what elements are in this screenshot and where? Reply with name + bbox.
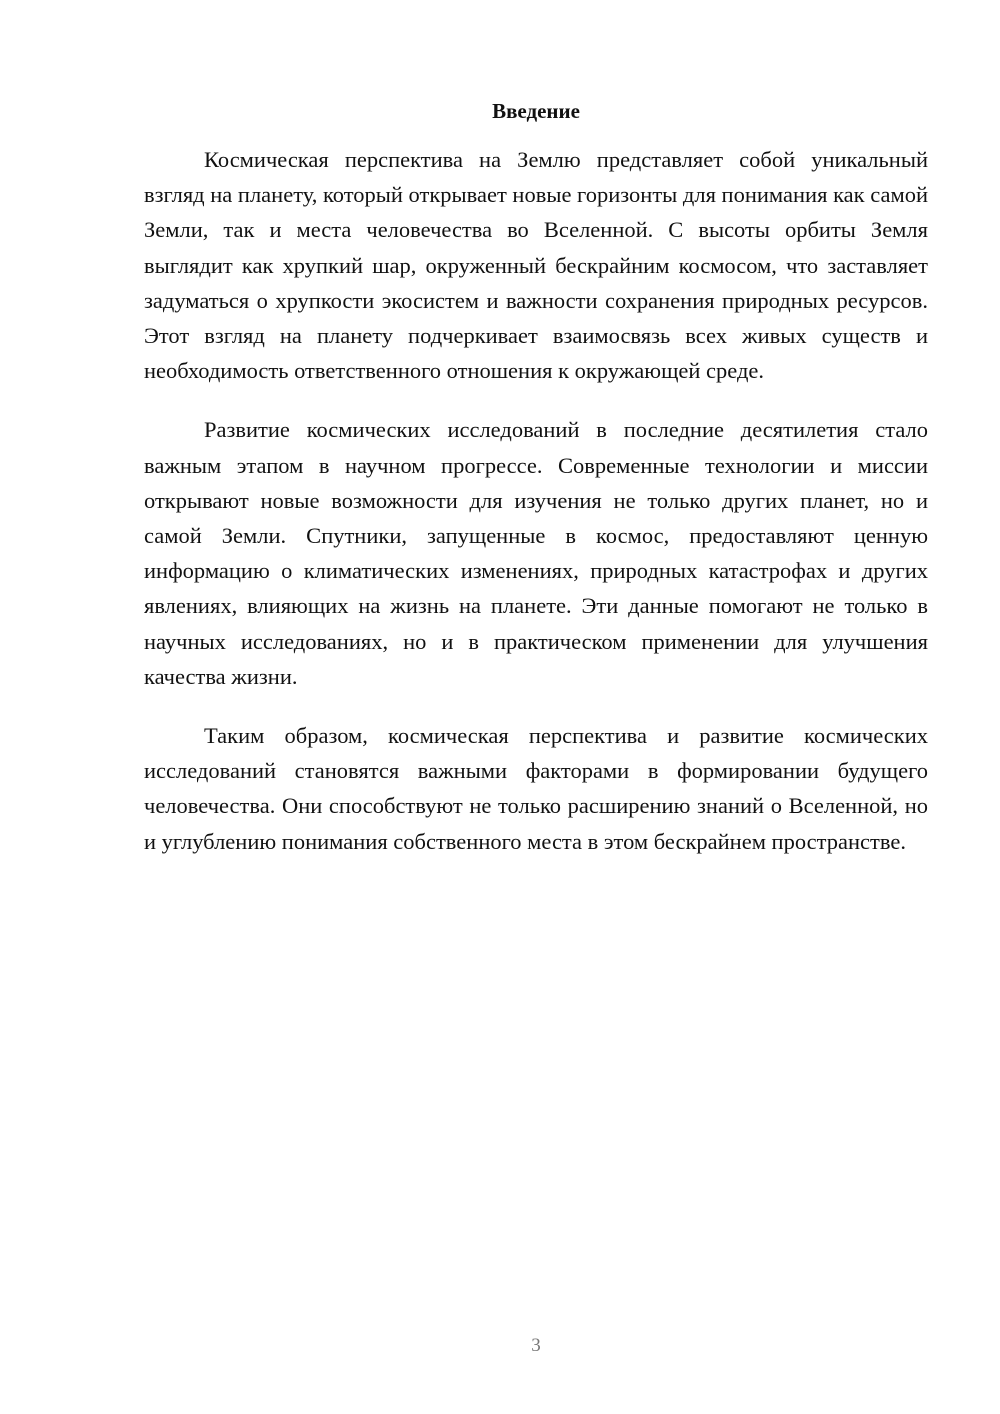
paragraph-space-research: Развитие космических исследований в последние десятилетия стало важным этапом в научном прогрессе. Современные технологии и миссии открывают новые возможности для изучения не только других планет, но и самой Земли. Спутники, запущенные в космос, предоставляют ценную информацию о климатических изменениях, природных катастрофах и других явлениях, влияющих на жизнь на планете. Эти данные помогают не только в научных исследованиях, но и в практическом применении для улучшения качества жизни. — [144, 417, 928, 689]
paragraph-conclusion: Таким образом, космическая перспектива и развитие космических исследований становятся важными факторами в формировании будущего человечества. Они способствуют не только расширению знаний о Вселенной, но и углублению понимания собственного места в этом бескрайнем пространстве. — [144, 723, 928, 854]
section-heading: Введение — [492, 99, 580, 123]
document-body — [144, 142, 928, 883]
page-number: 3 — [531, 1335, 541, 1356]
paragraph-space-perspective: Космическая перспектива на Землю представляет собой уникальный взгляд на планету, который открывает новые горизонты для понимания как самой Земли, так и места человечества во Вселенной. С высоты орбиты Земля выглядит как хрупкий шар, окруженный бескрайним космосом, что заставляет задуматься о хрупкости экосистем и важности сохранения природных ресурсов. Этот взгляд на планету подчеркивает взаимосвязь всех живых существ и необходимость ответственного отношения к окружающей среде. — [144, 147, 928, 384]
